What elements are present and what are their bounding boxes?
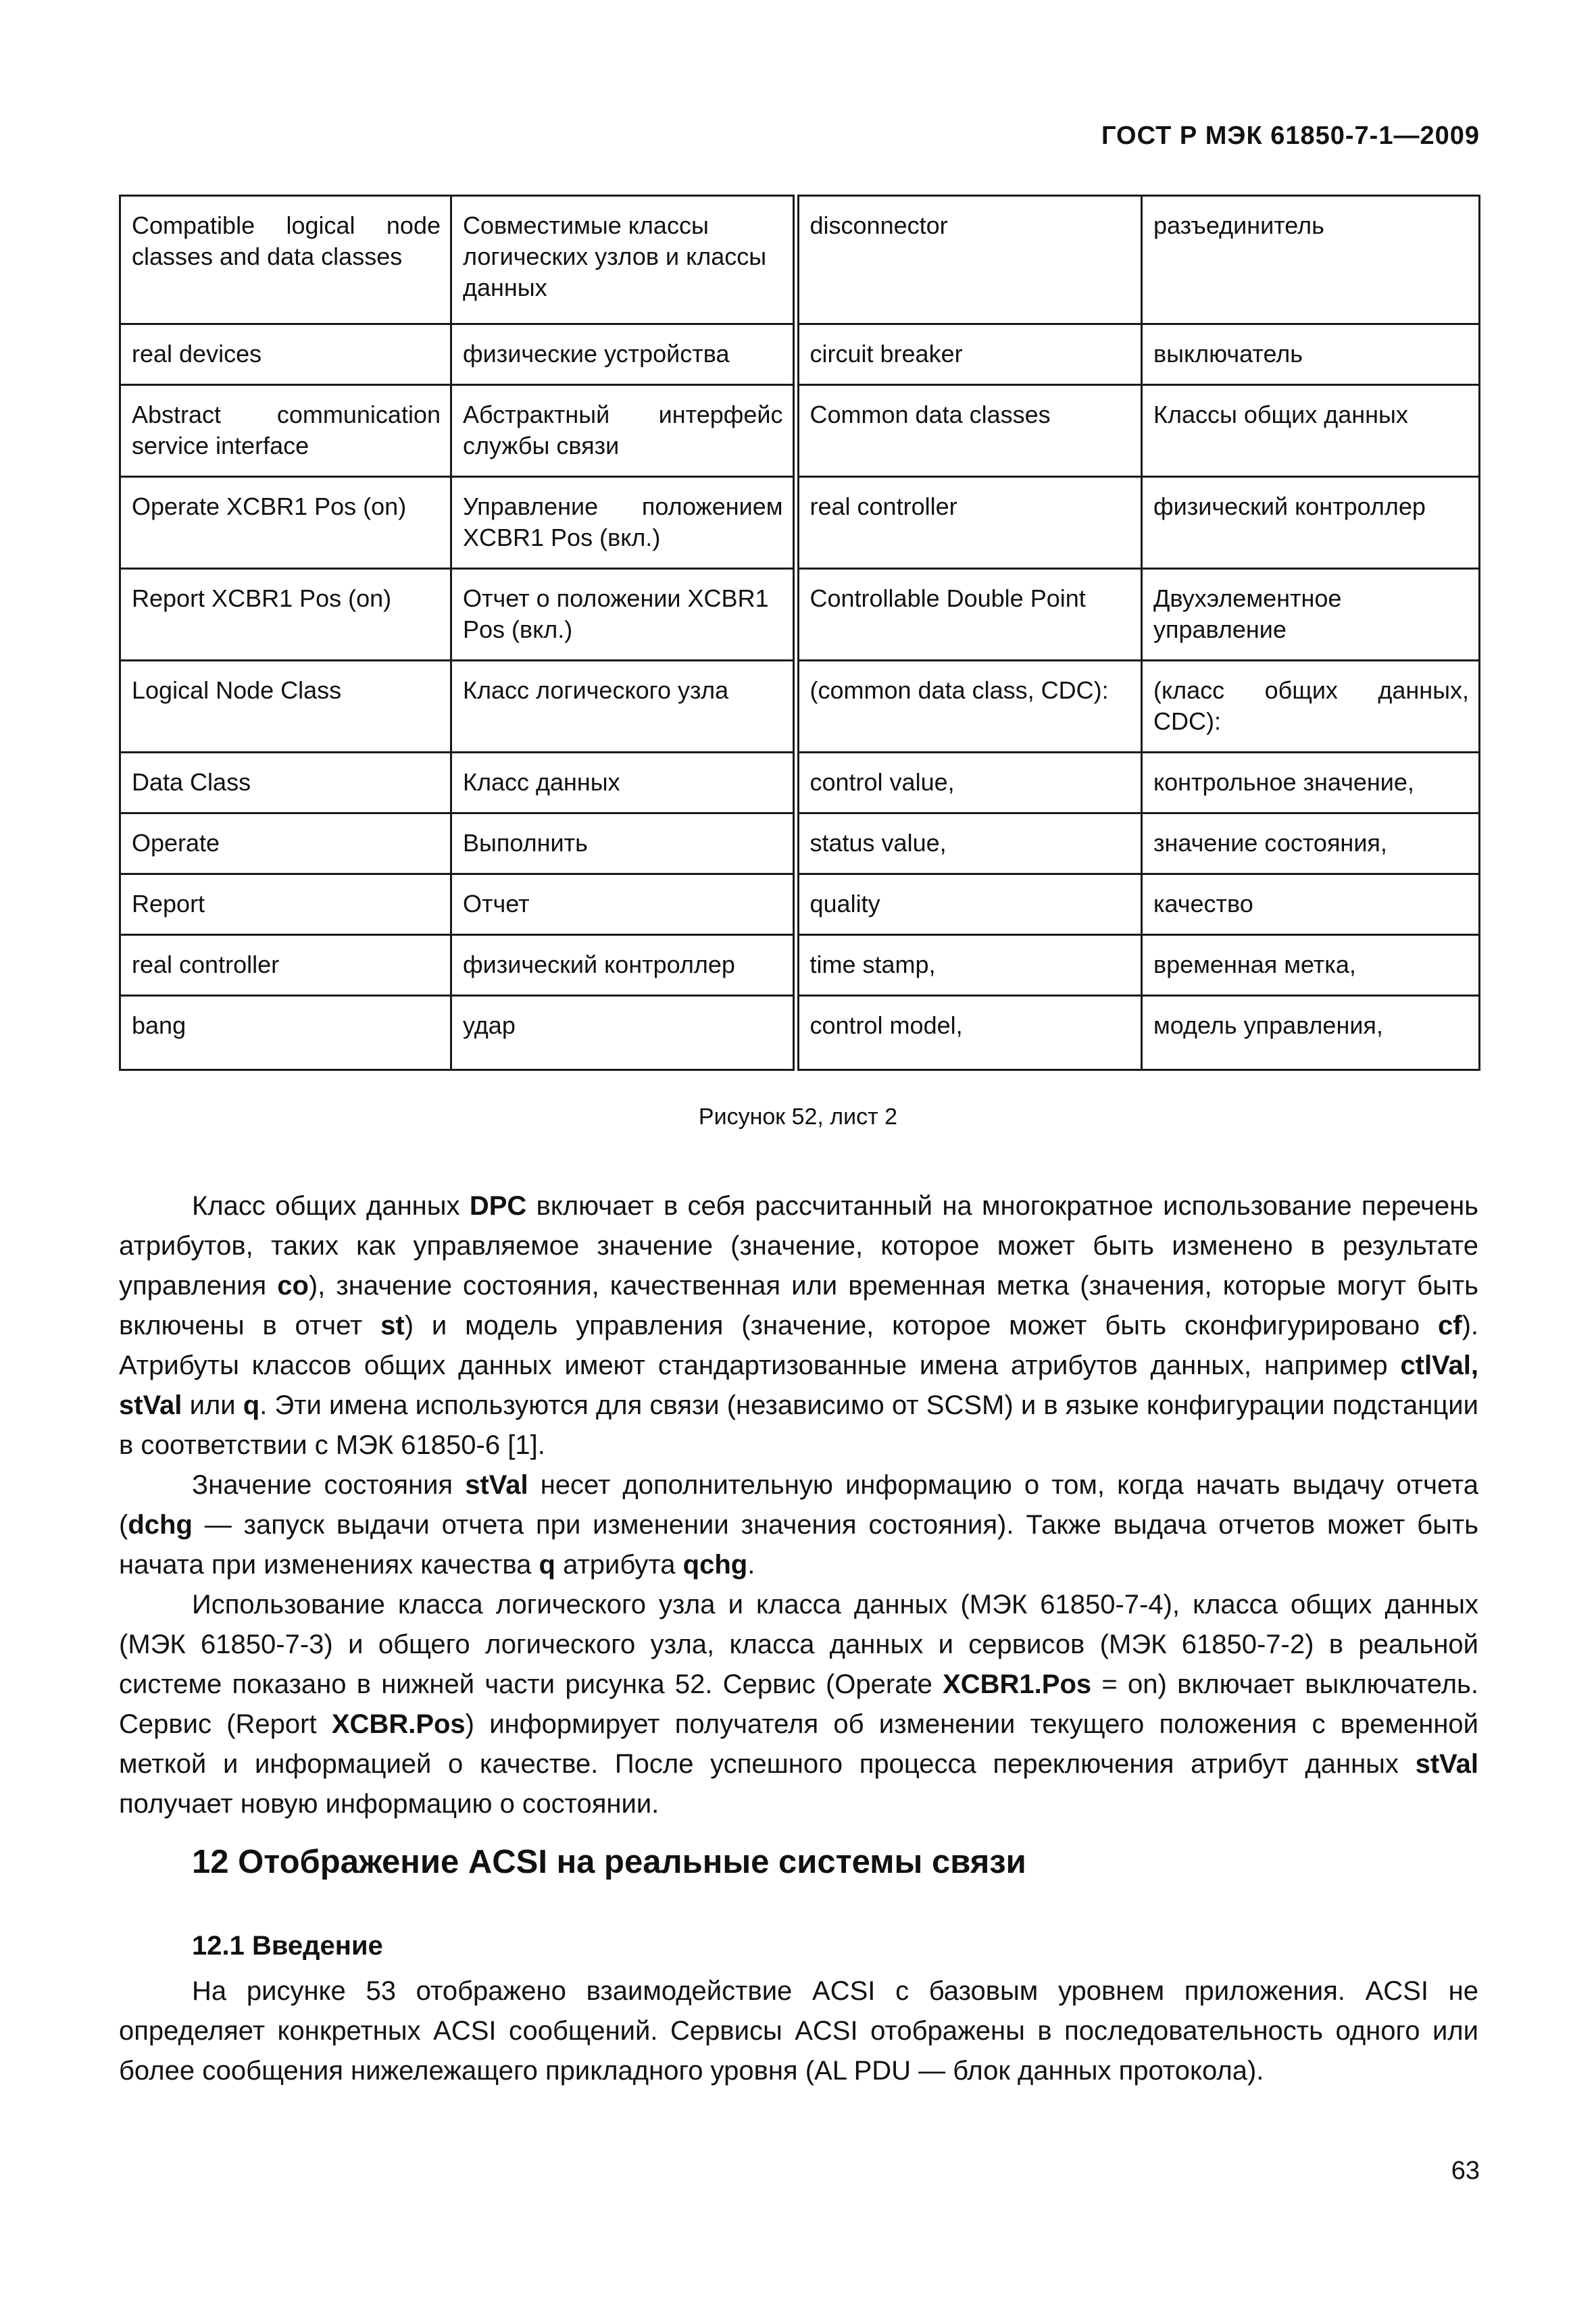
table-cell-term-en: real controller	[796, 477, 1142, 569]
body-text	[119, 1186, 1478, 1824]
text-run: ). Атрибуты классов общих данных имеют стандартизованные имена атрибутов данных, например	[119, 1311, 1478, 1380]
table-cell-term-ru: Отчет о положении XCBR1 Pos (вкл.)	[451, 569, 796, 661]
text-run: Использование класса логического узла и класса данных (МЭК 61850-7-4), класса общих данных (МЭК 61850-7-3) и общего логического узла, класса данных и сервисов (МЭК 61850-7-2) в реальной системе показано в нижней части рисунка 52. Сервис (Operate	[119, 1590, 1478, 1699]
text-run: Значение состояния	[192, 1470, 466, 1500]
table-row	[120, 935, 1480, 996]
table-row	[120, 385, 1480, 477]
term-cf: cf	[1437, 1311, 1462, 1340]
text-run: получает новую информацию о состоянии.	[119, 1789, 659, 1819]
text-run: = on) включает выключатель. Сервис (Report	[119, 1669, 1478, 1739]
table-cell-term-ru: Класс данных	[451, 753, 796, 813]
table-cell-term-ru: Двухэлементное управление	[1142, 569, 1480, 661]
table-cell-term-ru: физический контроллер	[1142, 477, 1480, 569]
text-run: включает в себя рассчитанный на многократное использование перечень атрибутов, таких как управляемое значение (значение, которое может быть изменено в результате управления	[119, 1191, 1479, 1301]
table-cell-term-en: quality	[796, 874, 1142, 935]
table-cell-term-en: circuit breaker	[796, 324, 1142, 385]
document-header: ГОСТ Р МЭК 61850-7-1—2009	[1101, 122, 1480, 150]
term-q: q	[243, 1390, 260, 1420]
table-cell-term-en: Controllable Double Point	[796, 569, 1142, 661]
term-stval: stVal	[1415, 1749, 1478, 1779]
table-cell-term-en: (common data class, CDC):	[796, 661, 1142, 753]
table-row	[120, 569, 1480, 661]
term-st: st	[380, 1311, 405, 1340]
text-run: — запуск выдачи отчета при изменении значения состояния). Также выдача отчетов может быть начата при изменениях качества	[119, 1510, 1478, 1580]
table-row	[120, 874, 1480, 935]
table-cell-term-en: control value,	[796, 753, 1142, 813]
paragraph-stval	[119, 1465, 1478, 1585]
table-cell-term-ru: Отчет	[451, 874, 796, 935]
table-row	[120, 813, 1480, 874]
table-cell-term-ru: (класс общих данных, CDC):	[1142, 661, 1480, 753]
table-cell-term-ru: Класс логического узла	[451, 661, 796, 753]
subsection-heading: 12.1 Введение	[192, 1931, 383, 1961]
table-cell-term-ru: Выполнить	[451, 813, 796, 874]
glossary-table-body	[120, 196, 1480, 1070]
table-cell-term-en: Report	[120, 874, 451, 935]
table-cell-term-ru: контрольное значение,	[1142, 753, 1480, 813]
table-cell-term-en: real devices	[120, 324, 451, 385]
term-q: q	[539, 1550, 555, 1580]
term-xcbr-pos: XCBR.Pos	[331, 1709, 466, 1739]
term-xcbr1-pos: XCBR1.Pos	[943, 1669, 1092, 1699]
text-run: ) информирует получателя об изменении текущего положения с временной меткой и информацией о качестве. После успешного процесса переключения атрибут данных	[119, 1709, 1479, 1779]
figure-caption: Рисунок 52, лист 2	[698, 1104, 898, 1130]
table-cell-term-ru: значение состояния,	[1142, 813, 1480, 874]
table-cell-term-ru: Совместимые классы логических узлов и классы данных	[451, 196, 796, 324]
table-cell-term-en: Report XCBR1 Pos (on)	[120, 569, 451, 661]
term-co: co	[277, 1271, 309, 1301]
table-cell-term-ru: физические устройства	[451, 324, 796, 385]
page-number: 63	[1451, 2157, 1480, 2185]
table-cell-term-en: disconnector	[796, 196, 1142, 324]
term-stval: stVal	[465, 1470, 528, 1500]
table-cell-term-ru: временная метка,	[1142, 935, 1480, 996]
text-run: ), значение состояния, качественная или временная метка (значения, которые могут быть включены в отчет	[119, 1271, 1479, 1340]
text-run: атрибута	[555, 1550, 683, 1580]
text-run: несет дополнительную информацию о том, когда начать выдачу отчета (	[119, 1470, 1478, 1540]
term-dpc: DPC	[469, 1191, 527, 1221]
table-cell-term-en: Operate XCBR1 Pos (on)	[120, 477, 451, 569]
paragraph-dpc	[119, 1186, 1478, 1465]
table-cell-term-en: Abstract communication service interface	[120, 385, 451, 477]
table-row	[120, 996, 1480, 1070]
table-row	[120, 196, 1480, 324]
term-dchg: dchg	[128, 1510, 193, 1540]
table-cell-term-en: real controller	[120, 935, 451, 996]
text-run: ) и модель управления (значение, которое может быть сконфигурировано	[404, 1311, 1438, 1340]
term-qchg: qchg	[682, 1550, 748, 1580]
intro-text	[119, 1971, 1478, 2091]
table-cell-term-ru: физический контроллер	[451, 935, 796, 996]
table-cell-term-ru: Управление положением XCBR1 Pos (вкл.)	[451, 477, 796, 569]
table-cell-term-ru: качество	[1142, 874, 1480, 935]
glossary-table	[119, 195, 1480, 1071]
table-cell-term-en: bang	[120, 996, 451, 1070]
table-cell-term-ru: выключатель	[1142, 324, 1480, 385]
table-cell-term-en: Compatible logical node classes and data classes	[120, 196, 451, 324]
table-row	[120, 661, 1480, 753]
table-row	[120, 324, 1480, 385]
table-cell-term-en: status value,	[796, 813, 1142, 874]
table-cell-term-ru: Абстрактный интерфейс службы связи	[451, 385, 796, 477]
table-cell-term-en: time stamp,	[796, 935, 1142, 996]
paragraph-usage	[119, 1585, 1478, 1824]
table-row	[120, 753, 1480, 813]
term-ctlval-stval: ctlVal, stVal	[119, 1351, 1478, 1420]
section-heading: 12 Отображение ACSI на реальные системы связи	[192, 1844, 1026, 1880]
table-cell-term-en: Data Class	[120, 753, 451, 813]
text-run: или	[182, 1390, 243, 1420]
table-row	[120, 477, 1480, 569]
table-cell-term-en: control model,	[796, 996, 1142, 1070]
paragraph-intro: На рисунке 53 отображено взаимодействие ACSI с базовым уровнем приложения. ACSI не определяет конкретных ACSI сообщений. Сервисы ACSI отображены в последовательность одного или более сообщения нижележащего прикладного уровня (AL PDU — блок данных протокола).	[119, 1976, 1478, 2086]
text-run: .	[747, 1550, 755, 1580]
text-run: . Эти имена используются для связи (независимо от SCSM) и в языке конфигурации подстанции в соответствии с МЭК 61850-6 [1].	[119, 1390, 1478, 1460]
text-run: Класс общих данных	[192, 1191, 470, 1221]
table-cell-term-en: Operate	[120, 813, 451, 874]
table-cell-term-en: Logical Node Class	[120, 661, 451, 753]
table-cell-term-ru: модель управления,	[1142, 996, 1480, 1070]
table-cell-term-en: Common data classes	[796, 385, 1142, 477]
table-cell-term-ru: Классы общих данных	[1142, 385, 1480, 477]
table-cell-term-ru: разъединитель	[1142, 196, 1480, 324]
table-cell-term-ru: удар	[451, 996, 796, 1070]
